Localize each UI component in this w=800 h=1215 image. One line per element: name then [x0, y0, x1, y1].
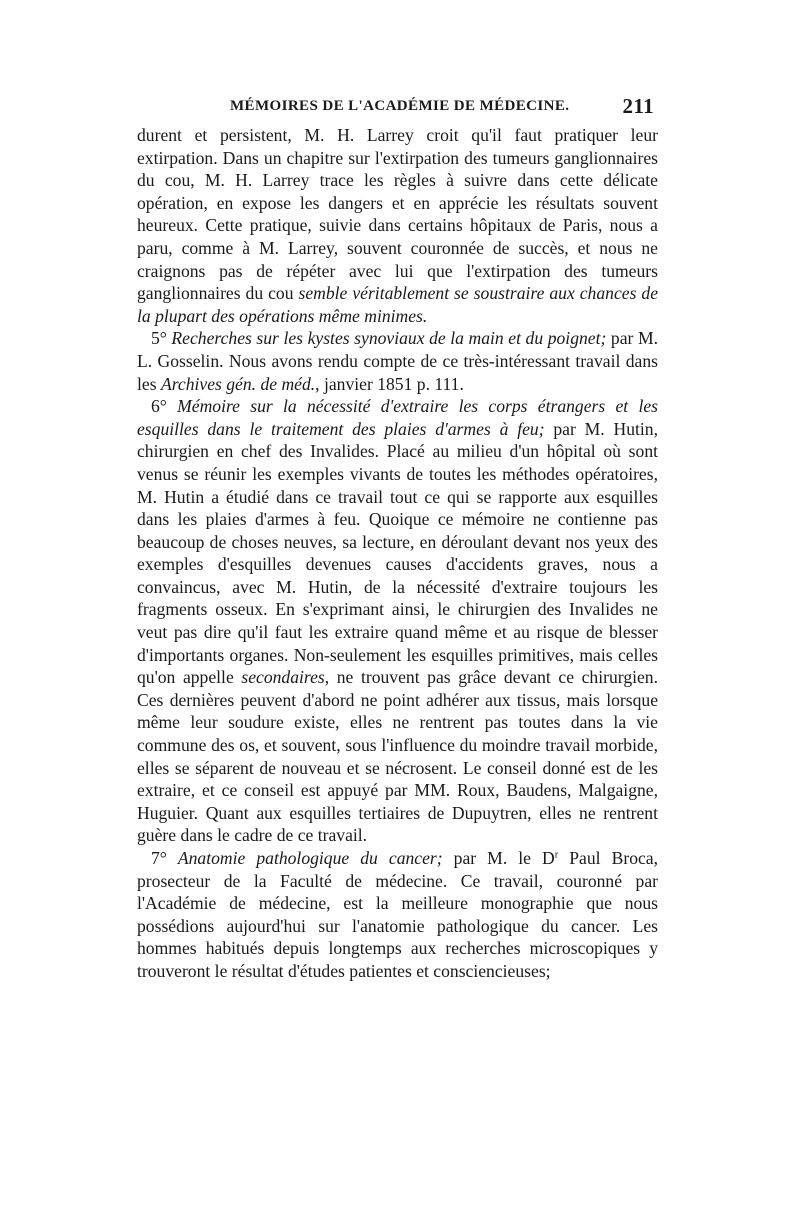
page-number: 211: [622, 94, 654, 118]
paragraph-item-6: [137, 395, 658, 847]
journal-title: Archives gén. de méd.: [160, 373, 316, 394]
italic-text: secondaires: [241, 667, 325, 688]
paragraph-text: par M. le D: [442, 848, 555, 868]
item-title: Recherches sur les kystes synoviaux de la main et du poignet;: [171, 328, 607, 349]
item-number: 7°: [151, 848, 167, 868]
body-text: [137, 124, 658, 983]
item-title: Anatomie pathologique du cancer;: [177, 848, 443, 868]
paragraph-text: durent et persistent, M. H. Larrey croit qu'il faut pratiquer leur extirpation. Dans un chapitre sur l'extirpation des tumeurs ganglionnaires du cou, M. H. Larrey trace les règles à suivre dans cette délicate opération, en expose les dangers et en apprécie les résultats souvent heureux. Cette pratique, suivie dans certains hôpitaux de Paris, nous a paru, comme à M. Larrey, souvent couronnée de succès, et nous ne craignons pas de répéter avec lui que l'extirpation des tumeurs ganglionnaires du cou: [137, 125, 658, 304]
page-header: [137, 94, 658, 124]
item-title: Mémoire sur la nécessité d'extraire les corps étrangers et les esquilles dans le traitement des plaies d'armes à feu;: [137, 396, 658, 439]
paragraph-text: Paul Broca, prosecteur de la Faculté de médecine. Ce travail, couronné par l'Académie de médecine, est la meilleure monographie que nous possédions aujourd'hui sur l'anatomie pathologique du cancer. Les hommes habitués depuis longtemps aux recherches microscopiques y trouveront le résultat d'études patientes et consciencieuses;: [137, 848, 659, 981]
item-number: 6°: [151, 396, 167, 417]
paragraph-text: par M. L. Gosselin. Nous avons rendu compte de ce très-intéressant travail dans les: [137, 328, 658, 394]
paragraph-text: par M. Hutin, chirurgien en chef des Invalides. Placé au milieu d'un hôpital où sont venus se réunir les exemples vivants de toutes les méthodes opératoires, M. Hutin a étudié dans ce travail tout ce qui se rapporte aux esquilles dans les plaies d'armes à feu. Quoique ce mémoire ne contienne pas beaucoup de choses neuves, sa lecture, en déroulant devant nos yeux des exemples d'esquilles devenues causes d'accidents graves, nous a convaincus, avec M. Hutin, de la nécessité d'extraire toujours les fragments osseux. En s'exprimant ainsi, le chirurgien des Invalides ne veut pas dire qu'il faut les extraire quand même et au risque de blesser d'importants organes. Non-seulement les esquilles primitives, mais celles qu'on appelle: [137, 418, 658, 688]
italic-text: semble véritablement se soustraire aux chances de la plupart des opérations même minimes.: [137, 283, 658, 326]
paragraph-item-7: [137, 847, 658, 983]
running-title: MÉMOIRES DE L'ACADÉMIE DE MÉDECINE.: [230, 98, 570, 114]
item-number: 5°: [151, 328, 167, 349]
paragraph-text: , ne trouvent pas grâce devant ce chirurgien. Ces dernières peuvent d'abord ne point adhérer aux tissus, mais lorsque même leur soudure existe, elles ne rentrent pas toutes dans la vie commune des os, et souvent, sous l'influence du moindre travail morbide, elles se séparent de nouveau et se nécrosent. Le conseil donné est de les extraire, et ce conseil est appuyé par MM. Roux, Baudens, Malgaigne, Huguier. Quant aux esquilles tertiaires de Dupuytren, elles ne rentrent guère dans le cadre de ce travail.: [137, 667, 659, 846]
paragraph-item-5: [137, 327, 658, 395]
superscript: r: [554, 849, 559, 861]
paragraph-larrey: [137, 124, 658, 327]
paragraph-text: , janvier 1851 p. 111.: [315, 373, 464, 394]
book-page: [137, 94, 658, 983]
